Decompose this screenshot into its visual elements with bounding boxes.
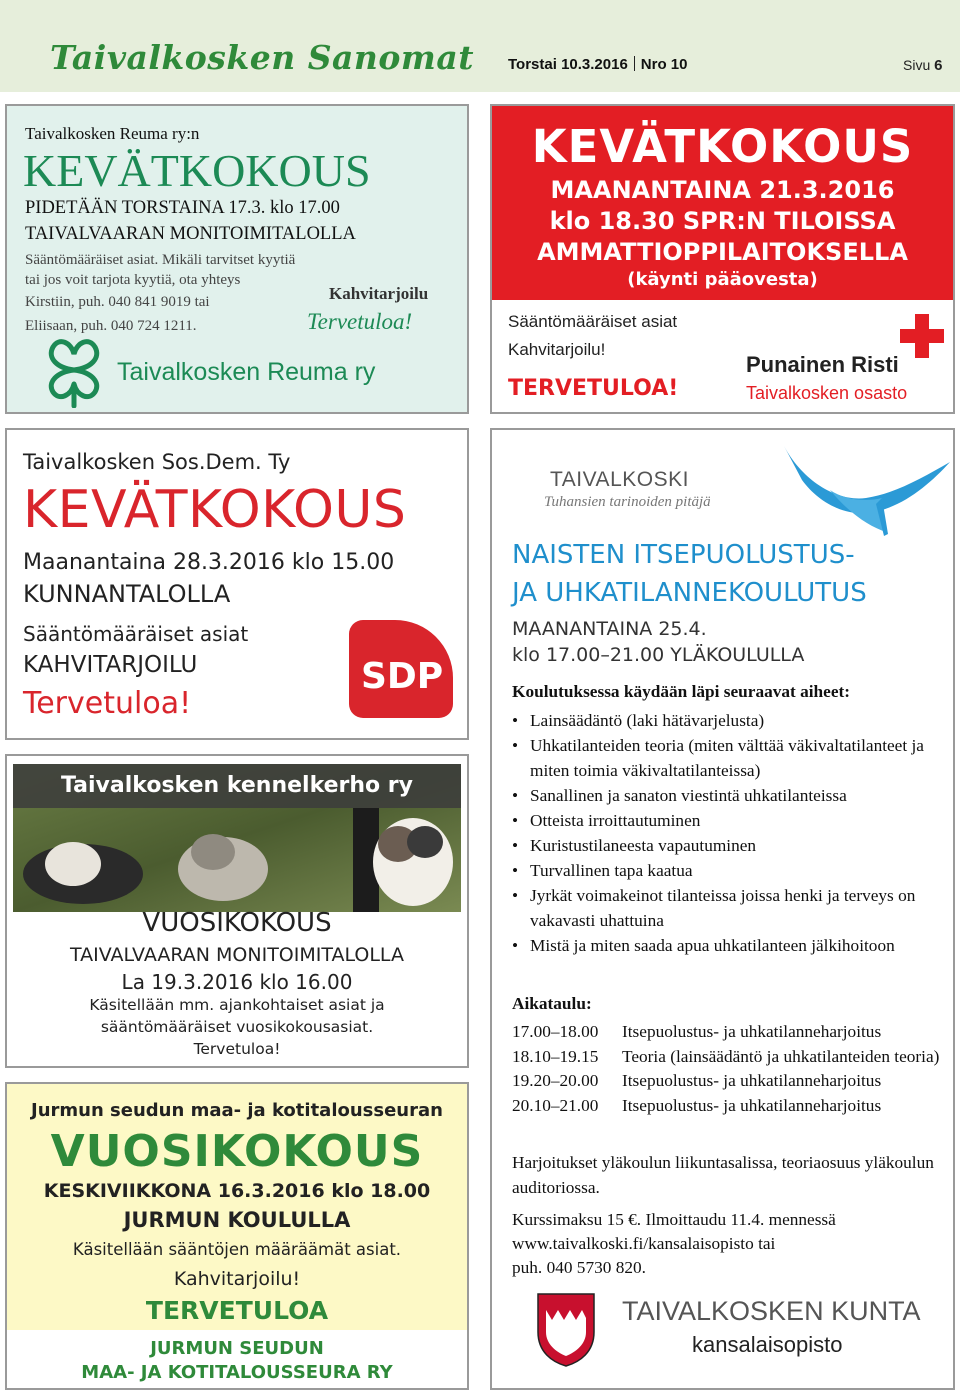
spr-time-place: klo 18.30 SPR:N TILOISSA xyxy=(549,207,896,235)
spr-entrance: (käynti pääovesta) xyxy=(627,269,818,290)
reuma-info-4: Eliisaan, puh. 040 724 1211. xyxy=(25,318,197,334)
schedule-title: Aikataulu: xyxy=(512,994,592,1013)
reuma-welcome: Tervetuloa! xyxy=(307,309,413,334)
page-label: Sivu xyxy=(903,57,931,73)
jurmu-footer xyxy=(7,1330,467,1390)
schedule-time: 18.10–19.15 xyxy=(512,1046,599,1066)
course-intro: Koulutuksessa käydään läpi seuraavat aiheet: xyxy=(512,682,850,701)
red-banner xyxy=(492,106,953,300)
kennel-info-2: sääntömääräiset vuosikokousasiat. xyxy=(100,1018,374,1036)
red-cross-ad xyxy=(490,104,955,414)
kennel-place: TAIVALVAARAN MONITOIMITALOLLA xyxy=(70,944,404,966)
course-date-2: klo 17.00–21.00 YLÄKOULULLA xyxy=(512,644,805,666)
kennel-title: VUOSIKOKOUS xyxy=(142,908,332,938)
sdp-rules: Sääntömääräiset asiat xyxy=(23,622,249,646)
municipality-name: TAIVALKOSKEN KUNTA xyxy=(622,1296,921,1326)
sdp-title: KEVÄTKOKOUS xyxy=(23,480,407,540)
jurmu-place: JURMUN KOULULLA xyxy=(123,1208,351,1232)
spr-title: KEVÄTKOKOUS xyxy=(531,120,914,173)
course-date-1: MAANANTAINA 25.4. xyxy=(512,618,707,640)
course-title-1: NAISTEN ITSEPUOLUSTUS- xyxy=(512,540,855,570)
page-header xyxy=(0,0,960,92)
jurmu-coffee: Kahvitarjoilu! xyxy=(173,1268,301,1290)
issue-date: Torstai 10.3.2016 xyxy=(508,56,628,73)
schedule-row xyxy=(512,1094,942,1119)
spr-date: MAANANTAINA 21.3.2016 xyxy=(550,176,895,204)
jurmu-title: VUOSIKOKOUS xyxy=(50,1126,424,1177)
jurmu-date: KESKIVIIKKONA 16.3.2016 klo 18.00 xyxy=(43,1180,431,1202)
spr-org-branch: Taivalkosken osasto xyxy=(746,383,908,403)
list-item: • Sanallinen ja sanaton viestintä uhkatilanteissa xyxy=(512,783,942,808)
kennel-welcome: Tervetuloa! xyxy=(193,1040,281,1058)
reuma-org: Taivalkosken Reuma ry:n xyxy=(25,124,200,143)
list-item: • Mistä ja miten saada apua uhkatilanteen jälkihoitoon xyxy=(512,933,942,958)
spr-welcome: TERVETULOA! xyxy=(508,376,679,401)
jurmu-org: Jurmun seudun maa- ja kotitalousseuran xyxy=(31,1100,443,1121)
schedule-row xyxy=(512,1045,942,1070)
school-name: kansalaisopisto xyxy=(692,1332,843,1357)
reuma-date: PIDETÄÄN TORSTAINA 17.3. klo 17.00 xyxy=(25,198,340,218)
reuma-info-2: tai jos voit tarjota kyytiä, ota yhteys xyxy=(25,272,241,288)
divider xyxy=(634,56,635,71)
kennel-info-1: Käsitellään mm. ajankohtaiset asiat ja xyxy=(89,996,385,1014)
reuma-place: TAIVALVAARAN MONITOIMITALOLLA xyxy=(25,224,356,244)
schedule-row xyxy=(512,1069,942,1094)
jurmu-footer-2: MAA- JA KOTITALOUSSEURA RY xyxy=(81,1362,393,1383)
list-item: • Jyrkät voimakeinot tilanteissa joissa henki ja terveys on vakavasti uhattuina xyxy=(512,883,942,933)
swan-logo-icon xyxy=(754,440,952,540)
sdp-logo-text: SDP xyxy=(361,656,444,697)
course-website: www.taivalkoski.fi/kansalaisopisto tai xyxy=(512,1234,776,1253)
reuma-info-1: Sääntömääräiset asiat. Mikäli tarvitset kyytiä xyxy=(25,252,296,268)
sdp-ad xyxy=(5,428,469,740)
schedule-time: 20.10–21.00 xyxy=(512,1095,599,1115)
reuma-info-3: Kirstiin, puh. 040 841 9019 tai xyxy=(25,294,210,310)
course-practice: Harjoitukset yläkoulun liikuntasalissa, teoriaosuus yläkoulun auditoriossa. xyxy=(512,1153,934,1197)
red-cross-icon xyxy=(900,314,944,358)
schedule-time: 17.00–18.00 xyxy=(512,1022,599,1041)
list-item: • Otteista irroittautuminen xyxy=(512,808,942,833)
issue-info xyxy=(508,56,687,73)
sdp-place: KUNNANTALOLLA xyxy=(23,580,231,608)
jurmu-info: Käsitellään sääntöjen määräämät asiat. xyxy=(72,1240,402,1259)
sdp-date: Maanantaina 28.3.2016 klo 15.00 xyxy=(23,550,395,575)
course-topics-list xyxy=(512,708,942,958)
sdp-logo xyxy=(349,620,453,718)
reuma-logo-text: Taivalkosken Reuma ry xyxy=(117,358,376,386)
course-slogan: Tuhansien tarinoiden pitäjä xyxy=(544,494,711,510)
schedule-desc: Teoria (lainsäädäntö ja uhkatilanteiden teoria) xyxy=(622,1046,940,1066)
course-ad xyxy=(490,428,955,1390)
jurmu-welcome: TERVETULOA xyxy=(145,1296,329,1325)
schedule-desc: Itsepuolustus- ja uhkatilanneharjoitus xyxy=(622,1071,882,1090)
dogs-photo xyxy=(13,764,461,912)
coat-of-arms-icon xyxy=(536,1292,596,1368)
page-number-value: 6 xyxy=(934,57,943,74)
sdp-coffee: KAHVITARJOILU xyxy=(23,652,198,678)
schedule-row xyxy=(512,1020,942,1045)
course-phone: puh. 040 5730 820. xyxy=(512,1258,646,1277)
reuma-ad xyxy=(5,104,469,414)
course-brand: TAIVALKOSKI xyxy=(550,468,689,491)
spr-org-name: Punainen Risti xyxy=(746,352,899,377)
reuma-coffee: Kahvitarjoilu xyxy=(329,284,429,303)
course-title-2: JA UHKATILANNEKOULUTUS xyxy=(512,578,867,608)
newspaper-masthead: Taivalkosken Sanomat xyxy=(50,38,474,77)
issue-number: Nro 10 xyxy=(640,56,688,73)
spr-place: AMMATTIOPPILAITOKSELLA xyxy=(537,238,908,266)
jurmu-footer-1: JURMUN SEUDUN xyxy=(150,1338,324,1359)
schedule-time: 19.20–20.00 xyxy=(512,1071,599,1090)
kennel-ad xyxy=(5,754,469,1068)
kennel-photo-title: Taivalkosken kennelkerho ry xyxy=(13,764,461,808)
kennel-date: La 19.3.2016 klo 16.00 xyxy=(121,970,353,994)
list-item: • Uhkatilanteiden teoria (miten välttää väkivaltatilanteet ja miten toimia väkivaltatilanteissa) xyxy=(512,733,942,783)
reuma-title: KEVÄTKOKOUS xyxy=(23,145,371,196)
sdp-welcome: Tervetuloa! xyxy=(23,686,192,721)
jurmu-ad xyxy=(5,1082,469,1390)
spr-coffee: Kahvitarjoilu! xyxy=(508,340,606,359)
page-number xyxy=(903,57,942,74)
list-item: • Kuristustilaneesta vapautuminen xyxy=(512,833,942,858)
list-item: • Turvallinen tapa kaatua xyxy=(512,858,942,883)
sdp-org: Taivalkosken Sos.Dem. Ty xyxy=(23,450,291,474)
spr-rules: Sääntömääräiset asiat xyxy=(508,312,678,331)
schedule-desc: Itsepuolustus- ja uhkatilanneharjoitus xyxy=(622,1095,882,1115)
reuma-flower-logo-icon xyxy=(43,334,105,408)
schedule-table xyxy=(512,1020,942,1118)
list-item: • Lainsäädäntö (laki hätävarjelusta) xyxy=(512,708,942,733)
schedule-desc: Itsepuolustus- ja uhkatilanneharjoitus xyxy=(622,1022,882,1041)
course-fee: Kurssimaksu 15 €. Ilmoittaudu 11.4. mennessä xyxy=(512,1210,836,1229)
